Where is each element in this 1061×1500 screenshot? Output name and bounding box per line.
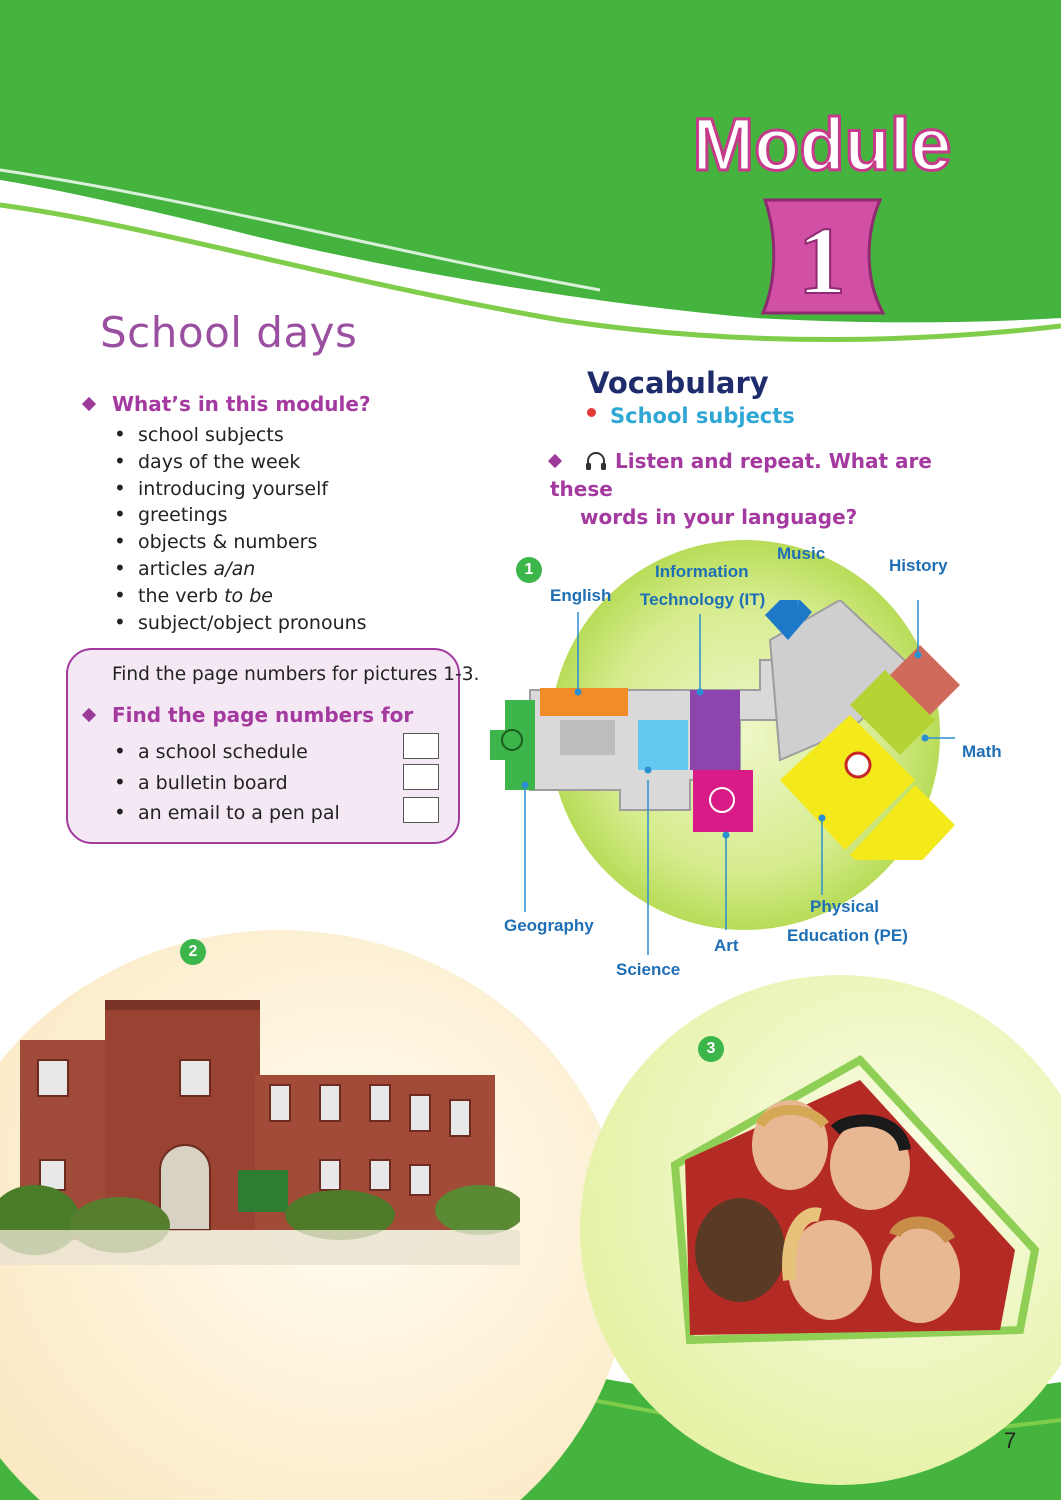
label-music: Music: [777, 544, 826, 563]
label-history: History: [889, 556, 948, 575]
science-room: [638, 720, 688, 770]
task-line-2: words in your language?: [580, 505, 858, 529]
list-item: • a bulletin board: [114, 768, 340, 799]
label-science: Science: [616, 960, 681, 979]
label-pe-line1: Physical: [810, 897, 879, 916]
english-room: [540, 688, 628, 716]
page-number-input-2[interactable]: [403, 764, 439, 790]
module-heading: [672, 100, 972, 190]
page-number: 7: [1004, 1428, 1017, 1453]
list-item: • days of the week: [114, 448, 367, 475]
find-heading-text: Find the page numbers for: [112, 703, 414, 727]
picture-number-2: 2: [180, 939, 206, 965]
module-word: Module: [692, 103, 952, 186]
list-item: • an email to a pen pal: [114, 798, 340, 829]
diamond-bullet-icon: [82, 397, 96, 411]
list-item: • articles a/an: [114, 555, 367, 582]
contents-heading-text: What’s in this module?: [112, 392, 371, 416]
page-number-input-3[interactable]: [403, 797, 439, 823]
list-item: • subject/object pronouns: [114, 609, 367, 636]
listen-task: [550, 447, 970, 531]
it-room: [690, 690, 740, 770]
page-title: School days: [100, 308, 358, 357]
list-item: • objects & numbers: [114, 528, 367, 555]
list-item: • introducing yourself: [114, 475, 367, 502]
diamond-bullet-icon: [82, 708, 96, 722]
label-it-line1: Information: [655, 562, 749, 581]
find-list: [114, 737, 340, 829]
label-art: Art: [714, 936, 739, 955]
label-english: English: [550, 586, 612, 605]
page-number-input-1[interactable]: [403, 733, 439, 759]
label-pe-line2: Education (PE): [787, 926, 908, 945]
list-item: • a school schedule: [114, 737, 340, 768]
contents-heading: [84, 392, 371, 416]
picture-number-1: 1: [516, 557, 542, 583]
find-instruction: Find the page numbers for pictures 1-3.: [112, 664, 480, 685]
label-it-line2: Technology (IT): [640, 590, 766, 609]
contents-list: [114, 421, 367, 635]
students-photo: [670, 1050, 1040, 1350]
vocabulary-title: Vocabulary: [587, 366, 769, 400]
list-item: • greetings: [114, 501, 367, 528]
list-item: • the verb to be: [114, 582, 367, 609]
school-building-photo: [0, 990, 520, 1265]
picture-number-3: 3: [698, 1036, 724, 1062]
vocabulary-subtitle: School subjects: [610, 404, 795, 428]
headphones-icon[interactable]: [585, 451, 607, 471]
geography-room: [490, 700, 535, 790]
module-number-badge: [755, 195, 890, 320]
find-heading: [84, 703, 413, 727]
task-line-1: Listen and repeat. What are these: [550, 449, 932, 501]
module-number: 1: [798, 207, 846, 314]
diamond-bullet-icon: [548, 454, 562, 468]
ball-icon: [846, 753, 870, 777]
list-item: • school subjects: [114, 421, 367, 448]
label-math: Math: [962, 742, 1002, 761]
label-geography: Geography: [504, 916, 594, 935]
red-bullet-icon: [587, 408, 596, 417]
